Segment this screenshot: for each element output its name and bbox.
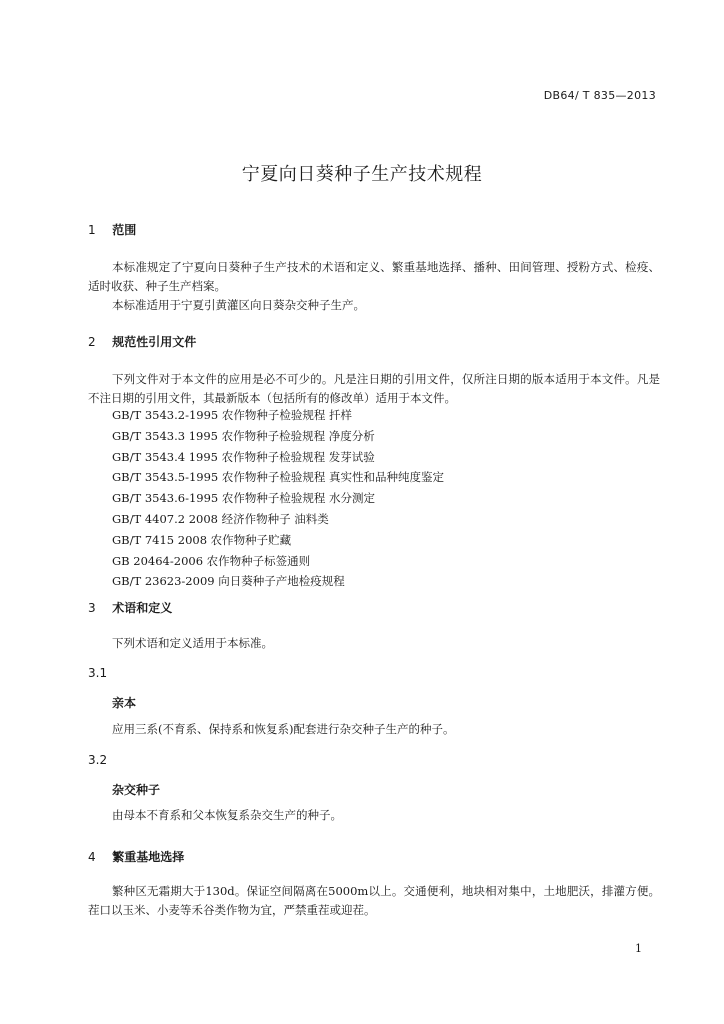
term-definition: 由母本不育系和父本恢复系杂交生产的种子。 — [112, 808, 342, 822]
section-title: 繁重基地选择 — [112, 850, 185, 864]
section-title: 术语和定义 — [112, 601, 173, 615]
reference-item: GB/T 7415 2008 农作物种子贮藏 — [112, 532, 292, 547]
term-number: 3.2 — [88, 753, 108, 767]
reference-item: GB/T 3543.3 1995 农作物种子检验规程 净度分析 — [112, 428, 375, 443]
section-title: 规范性引用文件 — [112, 335, 197, 349]
document-title: 宁夏向日葵种子生产技术规程 — [241, 164, 483, 185]
section-3-heading — [88, 599, 172, 616]
reference-item: GB/T 23623-2009 向日葵种子产地检疫规程 — [112, 574, 345, 589]
reference-item: GB/T 3543.6-1995 农作物种子检验规程 水分测定 — [112, 491, 376, 506]
scope-paragraph: 本标准规定了宁夏向日葵种子生产技术的术语和定义、繁重基地选择、播种、田间管理、授粉方式、检疫、适时收获、种子生产档案。 — [88, 260, 660, 293]
section-number: 4 — [88, 850, 96, 864]
standard-code: DB64/ T 835—2013 — [543, 89, 656, 102]
section-number: 3 — [88, 601, 96, 615]
term-name: 杂交种子 — [112, 783, 161, 797]
section-number: 2 — [88, 335, 96, 349]
reference-item: GB/T 3543.4 1995 农作物种子检验规程 发芽试验 — [112, 449, 375, 464]
base-selection-paragraph: 繁种区无霜期大于130d。保证空间隔离在5000m以上。交通便利，地块相对集中，土地肥沃，排灌方便。茬口以玉米、小麦等禾谷类作物为宜，严禁重茬或迎茬。 — [88, 884, 660, 917]
reference-list — [112, 405, 444, 592]
reference-item: GB/T 3543.5-1995 农作物种子检验规程 真实性和品种纯度鉴定 — [112, 470, 445, 485]
section-2-heading — [88, 333, 196, 350]
page-number: 1 — [635, 942, 642, 955]
term-number: 3.1 — [88, 666, 108, 680]
reference-item: GB/T 4407.2 2008 经济作物种子 油料类 — [112, 511, 329, 526]
section-4-heading — [88, 848, 184, 865]
term-definition: 应用三系(不育系、保持系和恢复系)配套进行杂交种子生产的种子。 — [112, 722, 455, 736]
scope-applicability: 本标准适用于宁夏引黄灌区向日葵杂交种子生产。 — [112, 298, 365, 312]
terms-intro: 下列术语和定义适用于本标准。 — [112, 636, 273, 650]
term-name: 亲本 — [112, 696, 137, 710]
section-1-heading — [88, 221, 136, 238]
section-number: 1 — [88, 223, 96, 237]
reference-item: GB/T 3543.2-1995 农作物种子检验规程 扦样 — [112, 408, 353, 422]
section-title: 范围 — [112, 223, 137, 237]
reference-item: GB 20464-2006 农作物种子标签通则 — [112, 553, 311, 568]
normative-intro: 下列文件对于本文件的应用是必不可少的。凡是注日期的引用文件，仅所注日期的版本适用于本文件。凡是不注日期的引用文件，其最新版本（包括所有的修改单）适用于本文件。 — [88, 372, 660, 405]
